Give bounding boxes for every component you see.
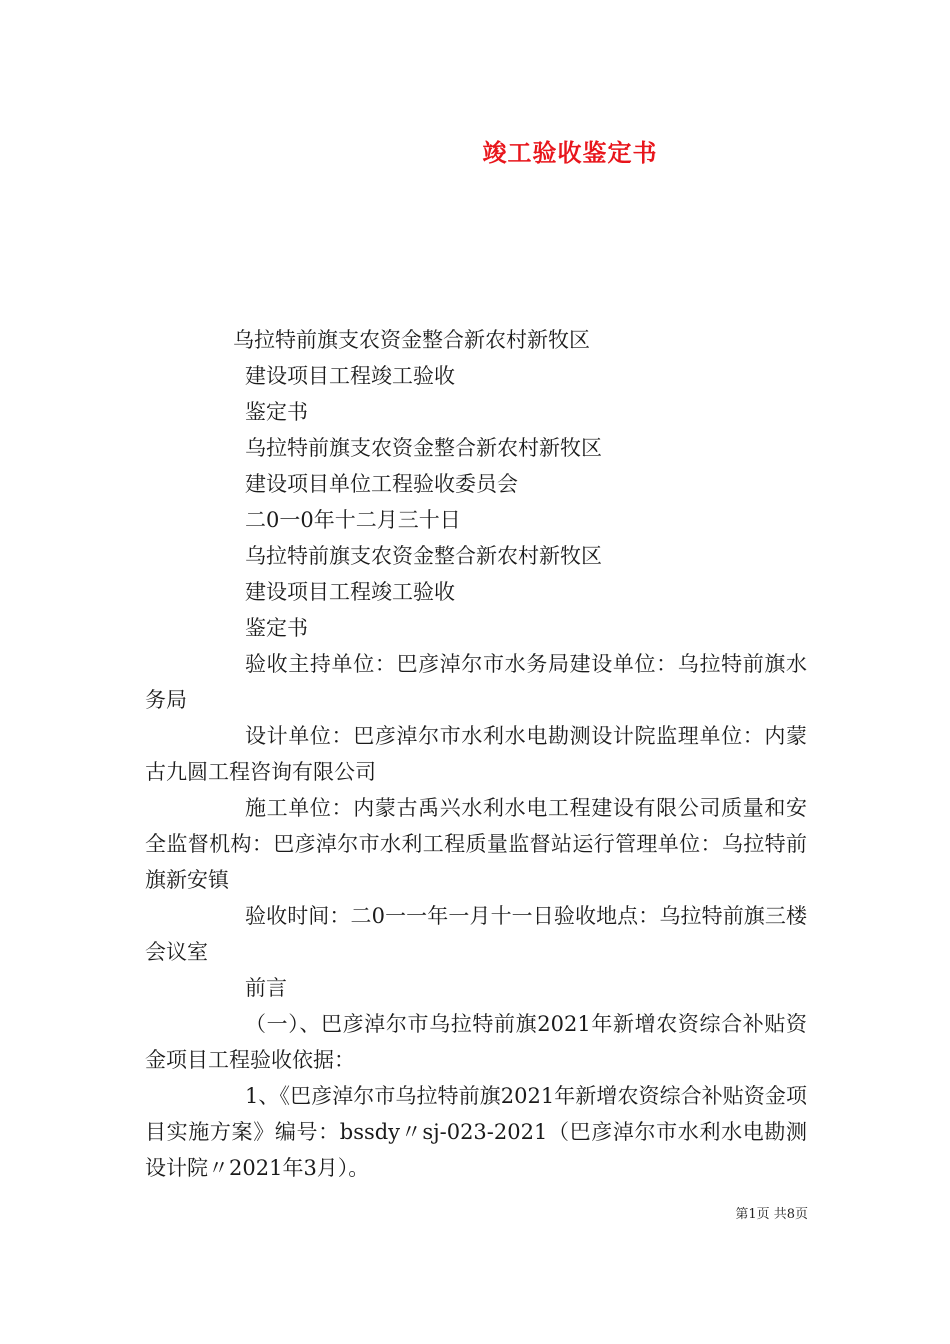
document-title: 竣工验收鉴定书 [482,138,658,167]
section-heading: 前言 [245,976,287,1000]
paragraph: （一）、巴彦淖尔市乌拉特前旗2021年新增农资综合补贴资金项目工程验收依据： [145,1012,807,1072]
cover-line: 建设项目工程竣工验收 [245,580,455,604]
cover-line: 二0一0年十二月三十日 [245,508,461,532]
cover-line: 鉴定书 [245,400,308,424]
cover-line: 建设项目单位工程验收委员会 [245,472,518,496]
cover-line: 建设项目工程竣工验收 [245,364,455,388]
cover-line: 鉴定书 [245,616,308,640]
cover-line: 乌拉特前旗支农资金整合新农村新牧区 [245,544,602,568]
paragraph: 验收时间：二0一一年一月十一日验收地点：乌拉特前旗三楼会议室 [145,904,807,964]
cover-line: 乌拉特前旗支农资金整合新农村新牧区 [233,328,590,352]
cover-line: 乌拉特前旗支农资金整合新农村新牧区 [245,436,602,460]
paragraph: 1、《巴彦淖尔市乌拉特前旗2021年新增农资综合补贴资金项目实施方案》编号：bssdy〃sj-023-2021（巴彦淖尔市水利水电勘测设计院〃2021年3月）。 [145,1084,807,1180]
page-footer: 第1页 共8页 [735,1207,808,1222]
paragraph: 验收主持单位：巴彦淖尔市水务局建设单位：乌拉特前旗水务局 [145,652,807,712]
paragraph: 施工单位：内蒙古禹兴水利水电工程建设有限公司质量和安全监督机构：巴彦淖尔市水利工程质量监督站运行管理单位：乌拉特前旗新安镇 [145,796,807,892]
paragraph: 设计单位：巴彦淖尔市水利水电勘测设计院监理单位：内蒙古九圆工程咨询有限公司 [145,724,807,784]
document-body [145,322,807,1186]
